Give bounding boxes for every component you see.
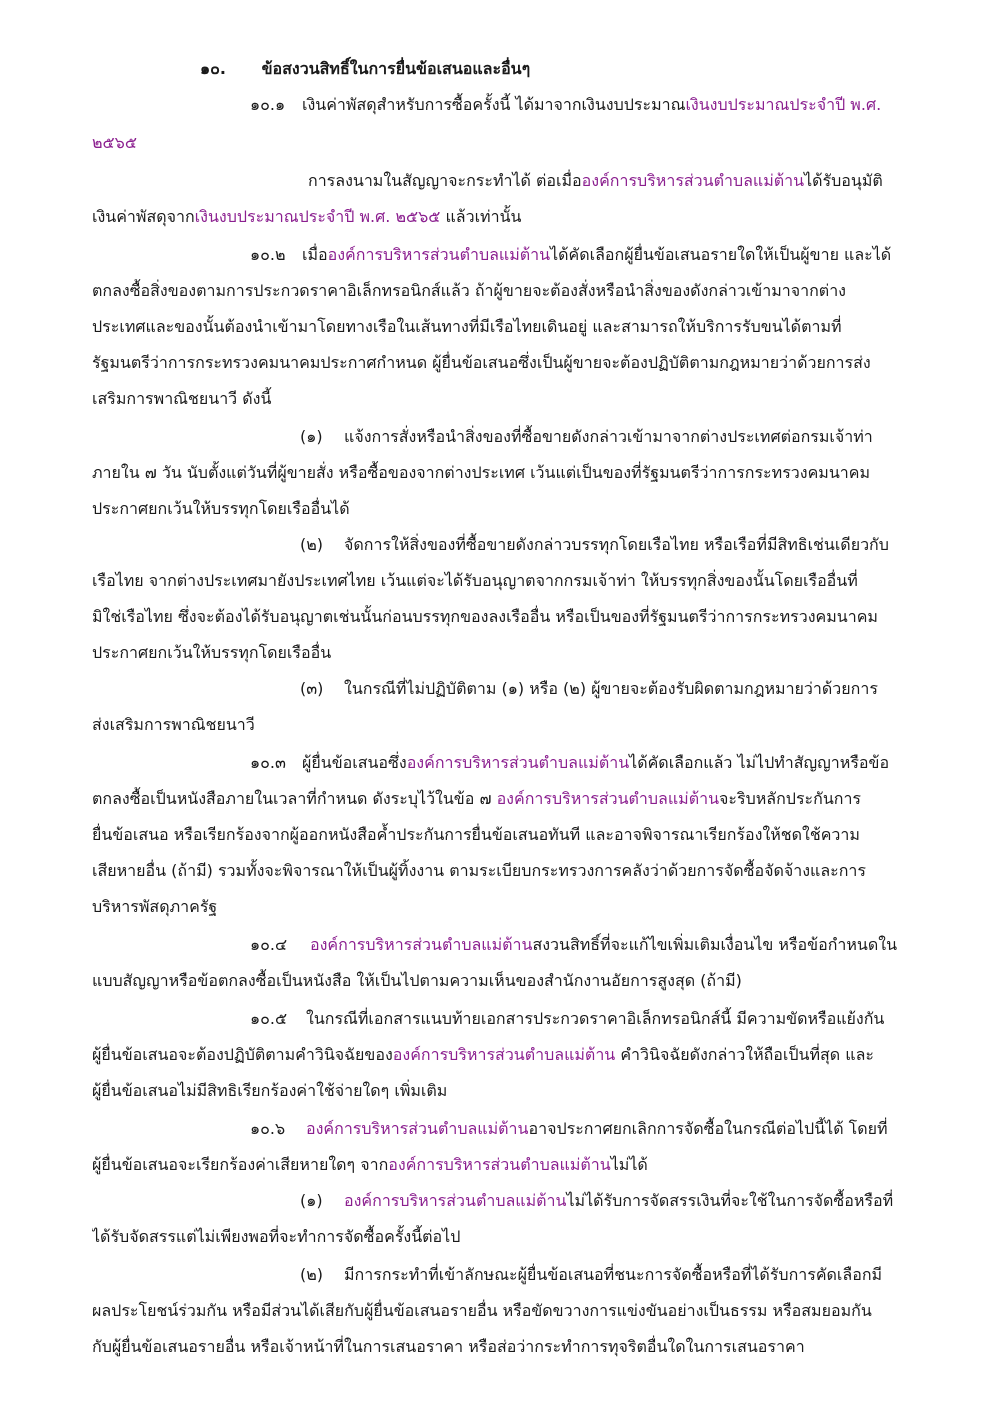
clause-10-1-line-3: [308, 162, 908, 200]
text-run: กับผู้ยื่นข้อเสนอรายอื่น หรือเจ้าหน้าที่ในการเสนอราคา หรือส่อว่ากระทำการทุจริตอื่นใดในการเสนอราคา: [92, 1337, 805, 1356]
text-run: ผลประโยชน์ร่วมกัน หรือมีส่วนได้เสียกับผู้ยื่นข้อเสนอรายอื่น หรือขัดขวางการแข่งขันอย่างเป็นธรรม หรือสมยอมกัน: [92, 1301, 872, 1320]
cancel-item-2-line-1: [300, 1256, 908, 1294]
text-run: มีการกระทำที่เข้าลักษณะผู้ยื่นข้อเสนอที่ชนะการจัดซื้อหรือที่ได้รับการคัดเลือกมี: [344, 1265, 883, 1284]
text-run: คำวินิจฉัยดังกล่าวให้ถือเป็นที่สุด และ: [615, 1045, 874, 1064]
item-3-line-2: [92, 706, 908, 744]
org-name-highlight: องค์การบริหารส่วนตำบลแม่ต้าน: [327, 245, 551, 264]
clause-10-5-line-3: [92, 1072, 908, 1110]
text-run: เมื่อ: [302, 245, 328, 264]
clause-number: ๑๐.๒: [250, 245, 286, 264]
clause-10-4-line-2: [92, 962, 908, 1000]
clause-10-5-line-2: [92, 1036, 908, 1074]
text-run: ไม่ได้: [610, 1155, 648, 1174]
item-2-line-2: [92, 562, 908, 600]
item-number: (๒): [300, 1265, 324, 1284]
text-run: ส่งเสริมการพาณิชยนาวี: [92, 715, 255, 734]
text-run: ตกลงซื้อเป็นหนังสือภายในเวลาที่กำหนด ดังระบุไว้ในข้อ ๗: [92, 789, 497, 808]
clause-10-2-line-1: [250, 236, 908, 274]
text-run: สงวนสิทธิ์ที่จะแก้ไขเพิ่มเติมเงื่อนไข หรือข้อกำหนดใน: [532, 935, 898, 954]
text-run: ได้รับจัดสรรแต่ไม่เพียงพอที่จะทำการจัดซื้อครั้งนี้ต่อไป: [92, 1227, 461, 1246]
clause-number: ๑๐.๑: [250, 95, 286, 114]
org-name-highlight: องค์การบริหารส่วนตำบลแม่ต้าน: [306, 1119, 529, 1138]
text-run: ประกาศยกเว้นให้บรรทุกโดยเรืออื่นได้: [92, 499, 350, 518]
text-run: จัดการให้สิ่งของที่ซื้อขายดังกล่าวบรรทุกโดยเรือไทย หรือเรือที่มีสิทธิเช่นเดียวกับ: [344, 535, 889, 554]
clause-10-3-line-2: [92, 780, 908, 818]
item-1-line-1: [300, 418, 908, 456]
text-run: ได้รับอนุมัติ: [804, 171, 883, 190]
clause-10-6-line-1: [250, 1110, 908, 1148]
text-run: มิใช่เรือไทย ซึ่งจะต้องได้รับอนุญาตเช่นนั้นก่อนบรรทุกของลงเรืออื่น หรือเป็นของที่รัฐมนตรีว่าการกระทรวงคมนาคม: [92, 607, 878, 626]
clause-10-4-line-1: [250, 926, 908, 964]
text-run: ผู้ยื่นข้อเสนอจะต้องปฏิบัติตามคำวินิจฉัยของ: [92, 1045, 393, 1064]
clause-10-3-line-4: [92, 852, 908, 890]
cancel-item-2-line-2: [92, 1292, 908, 1330]
text-run: ผู้ยื่นข้อเสนอไม่มีสิทธิเรียกร้องค่าใช้จ่ายใดๆ เพิ่มเติม: [92, 1081, 448, 1100]
text-run: การลงนามในสัญญาจะกระทำได้ ต่อเมื่อ: [308, 171, 582, 190]
cancel-item-1-line-2: [92, 1218, 908, 1256]
item-1-line-3: [92, 490, 908, 528]
item-1-line-2: [92, 454, 908, 492]
text-run: ตกลงซื้อสิ่งของตามการประกวดราคาอิเล็กทรอนิกส์แล้ว ถ้าผู้ขายจะต้องสั่งหรือนำสิ่งของดังกล่าวเข้ามาจากต่าง: [92, 281, 846, 300]
item-number: (๒): [300, 535, 324, 554]
text-run: ในกรณีที่เอกสารแนบท้ายเอกสารประกวดราคาอิเล็กทรอนิกส์นี้ มีความขัดหรือแย้งกัน: [306, 1009, 885, 1028]
item-3-line-1: [300, 670, 908, 708]
budget-highlight: เงินงบประมาณประจำปี พ.ศ. ๒๕๖๕: [194, 207, 441, 226]
clause-10-5-line-1: [250, 1000, 908, 1038]
text-run: ได้คัดเลือกผู้ยื่นข้อเสนอรายใดให้เป็นผู้ขาย และได้: [550, 245, 892, 264]
item-number: (๑): [300, 1191, 323, 1210]
text-run: เรือไทย จากต่างประเทศมายังประเทศไทย เว้นแต่จะได้รับอนุญาตจากกรมเจ้าท่า ให้บรรทุกสิ่งของนั้นโดยเรืออื่นที่: [92, 571, 858, 590]
clause-10-3-line-3: [92, 816, 908, 854]
section-title: ข้อสงวนสิทธิ์ในการยื่นข้อเสนอและอื่นๆ: [261, 59, 531, 78]
clause-10-1-line-1: [250, 86, 908, 124]
budget-highlight: เงินงบประมาณประจำปี พ.ศ.: [685, 95, 882, 114]
text-run: ได้คัดเลือกแล้ว ไม่ไปทำสัญญาหรือข้อ: [629, 753, 890, 772]
section-number: ๑๐.: [200, 59, 226, 78]
item-number: (๑): [300, 427, 323, 446]
text-run: เสริมการพาณิชยนาวี ดังนี้: [92, 389, 272, 408]
org-name-highlight: องค์การบริหารส่วนตำบลแม่ต้าน: [406, 753, 630, 772]
clause-10-3-line-5: [92, 888, 908, 926]
text-run: เงินค่าพัสดุสำหรับการซื้อครั้งนี้ ได้มาจากเงินงบประมาณ: [302, 95, 686, 114]
text-run: ประเทศและของนั้นต้องนำเข้ามาโดยทางเรือในเส้นทางที่มีเรือไทยเดินอยู่ และสามารถให้บริการรับขนได้ตามที่: [92, 317, 842, 336]
text-run: จะริบหลักประกันการ: [719, 789, 862, 808]
text-run: ในกรณีที่ไม่ปฏิบัติตาม (๑) หรือ (๒) ผู้ขายจะต้องรับผิดตามกฎหมายว่าด้วยการ: [344, 679, 878, 698]
clause-10-2-line-4: [92, 344, 908, 382]
text-run: อาจประกาศยกเลิกการจัดซื้อในกรณีต่อไปนี้ได้ โดยที่: [528, 1119, 888, 1138]
org-name-highlight: องค์การบริหารส่วนตำบลแม่ต้าน: [344, 1191, 567, 1210]
text-run: ผู้ยื่นข้อเสนอจะเรียกร้องค่าเสียหายใดๆ จาก: [92, 1155, 389, 1174]
clause-10-2-line-5: [92, 380, 908, 418]
text-run: เงินค่าพัสดุจาก: [92, 207, 195, 226]
org-name-highlight: องค์การบริหารส่วนตำบลแม่ต้าน: [310, 935, 533, 954]
org-name-highlight: องค์การบริหารส่วนตำบลแม่ต้าน: [581, 171, 805, 190]
text-run: ประกาศยกเว้นให้บรรทุกโดยเรืออื่น: [92, 643, 332, 662]
item-2-line-1: [300, 526, 908, 564]
text-run: ผู้ยื่นข้อเสนอซึ่ง: [302, 753, 407, 772]
text-run: แจ้งการสั่งหรือนำสิ่งของที่ซื้อขายดังกล่าวเข้ามาจากต่างประเทศต่อกรมเจ้าท่า: [344, 427, 873, 446]
clause-10-1-line-2: [92, 124, 908, 162]
clause-10-6-line-2: [92, 1146, 908, 1184]
text-run: ภายใน ๗ วัน นับตั้งแต่วันที่ผู้ขายสั่ง หรือซื้อของจากต่างประเทศ เว้นแต่เป็นของที่รัฐมนตรีว่าการกระทรวงคมนาคม: [92, 463, 871, 482]
clause-10-3-line-1: [250, 744, 908, 782]
org-name-highlight: องค์การบริหารส่วนตำบลแม่ต้าน: [496, 789, 720, 808]
cancel-item-1-line-1: [300, 1182, 908, 1220]
clause-10-2-line-3: [92, 308, 908, 346]
text-run: บริหารพัสดุภาครัฐ: [92, 897, 218, 916]
clause-number: ๑๐.๓: [250, 753, 286, 772]
text-run: เสียหายอื่น (ถ้ามี) รวมทั้งจะพิจารณาให้เป็นผู้ทิ้งงาน ตามระเบียบกระทรวงการคลังว่าด้วยการจัดซื้อจัดจ้างและการ: [92, 861, 866, 880]
item-number: (๓): [300, 679, 324, 698]
org-name-highlight: องค์การบริหารส่วนตำบลแม่ต้าน: [388, 1155, 611, 1174]
item-2-line-4: [92, 634, 908, 672]
text-run: ไม่ได้รับการจัดสรรเงินที่จะใช้ในการจัดซื้อหรือที่: [566, 1191, 894, 1210]
clause-number: ๑๐.๔: [250, 935, 288, 954]
text-run: ยื่นข้อเสนอ หรือเรียกร้องจากผู้ออกหนังสือค้ำประกันการยื่นข้อเสนอทันที และอาจพิจารณาเรียกร้องให้ชดใช้ความ: [92, 825, 860, 844]
clause-10-2-line-2: [92, 272, 908, 310]
section-10-heading: [200, 50, 908, 88]
cancel-item-2-line-3: [92, 1328, 908, 1366]
item-2-line-3: [92, 598, 908, 636]
org-name-highlight: องค์การบริหารส่วนตำบลแม่ต้าน: [392, 1045, 616, 1064]
budget-year: ๒๕๖๕: [92, 133, 137, 152]
clause-number: ๑๐.๖: [250, 1119, 286, 1138]
text-run: แบบสัญญาหรือข้อตกลงซื้อเป็นหนังสือ ให้เป็นไปตามความเห็นของสำนักงานอัยการสูงสุด (ถ้ามี): [92, 971, 742, 990]
text-run: รัฐมนตรีว่าการกระทรวงคมนาคมประกาศกำหนด ผู้ยื่นข้อเสนอซึ่งเป็นผู้ขายจะต้องปฏิบัติตามกฎหมายว่าด้วยการส่ง: [92, 353, 871, 372]
clause-10-1-line-4: [92, 198, 908, 236]
clause-number: ๑๐.๕: [250, 1009, 288, 1028]
text-run: แล้วเท่านั้น: [440, 207, 522, 226]
